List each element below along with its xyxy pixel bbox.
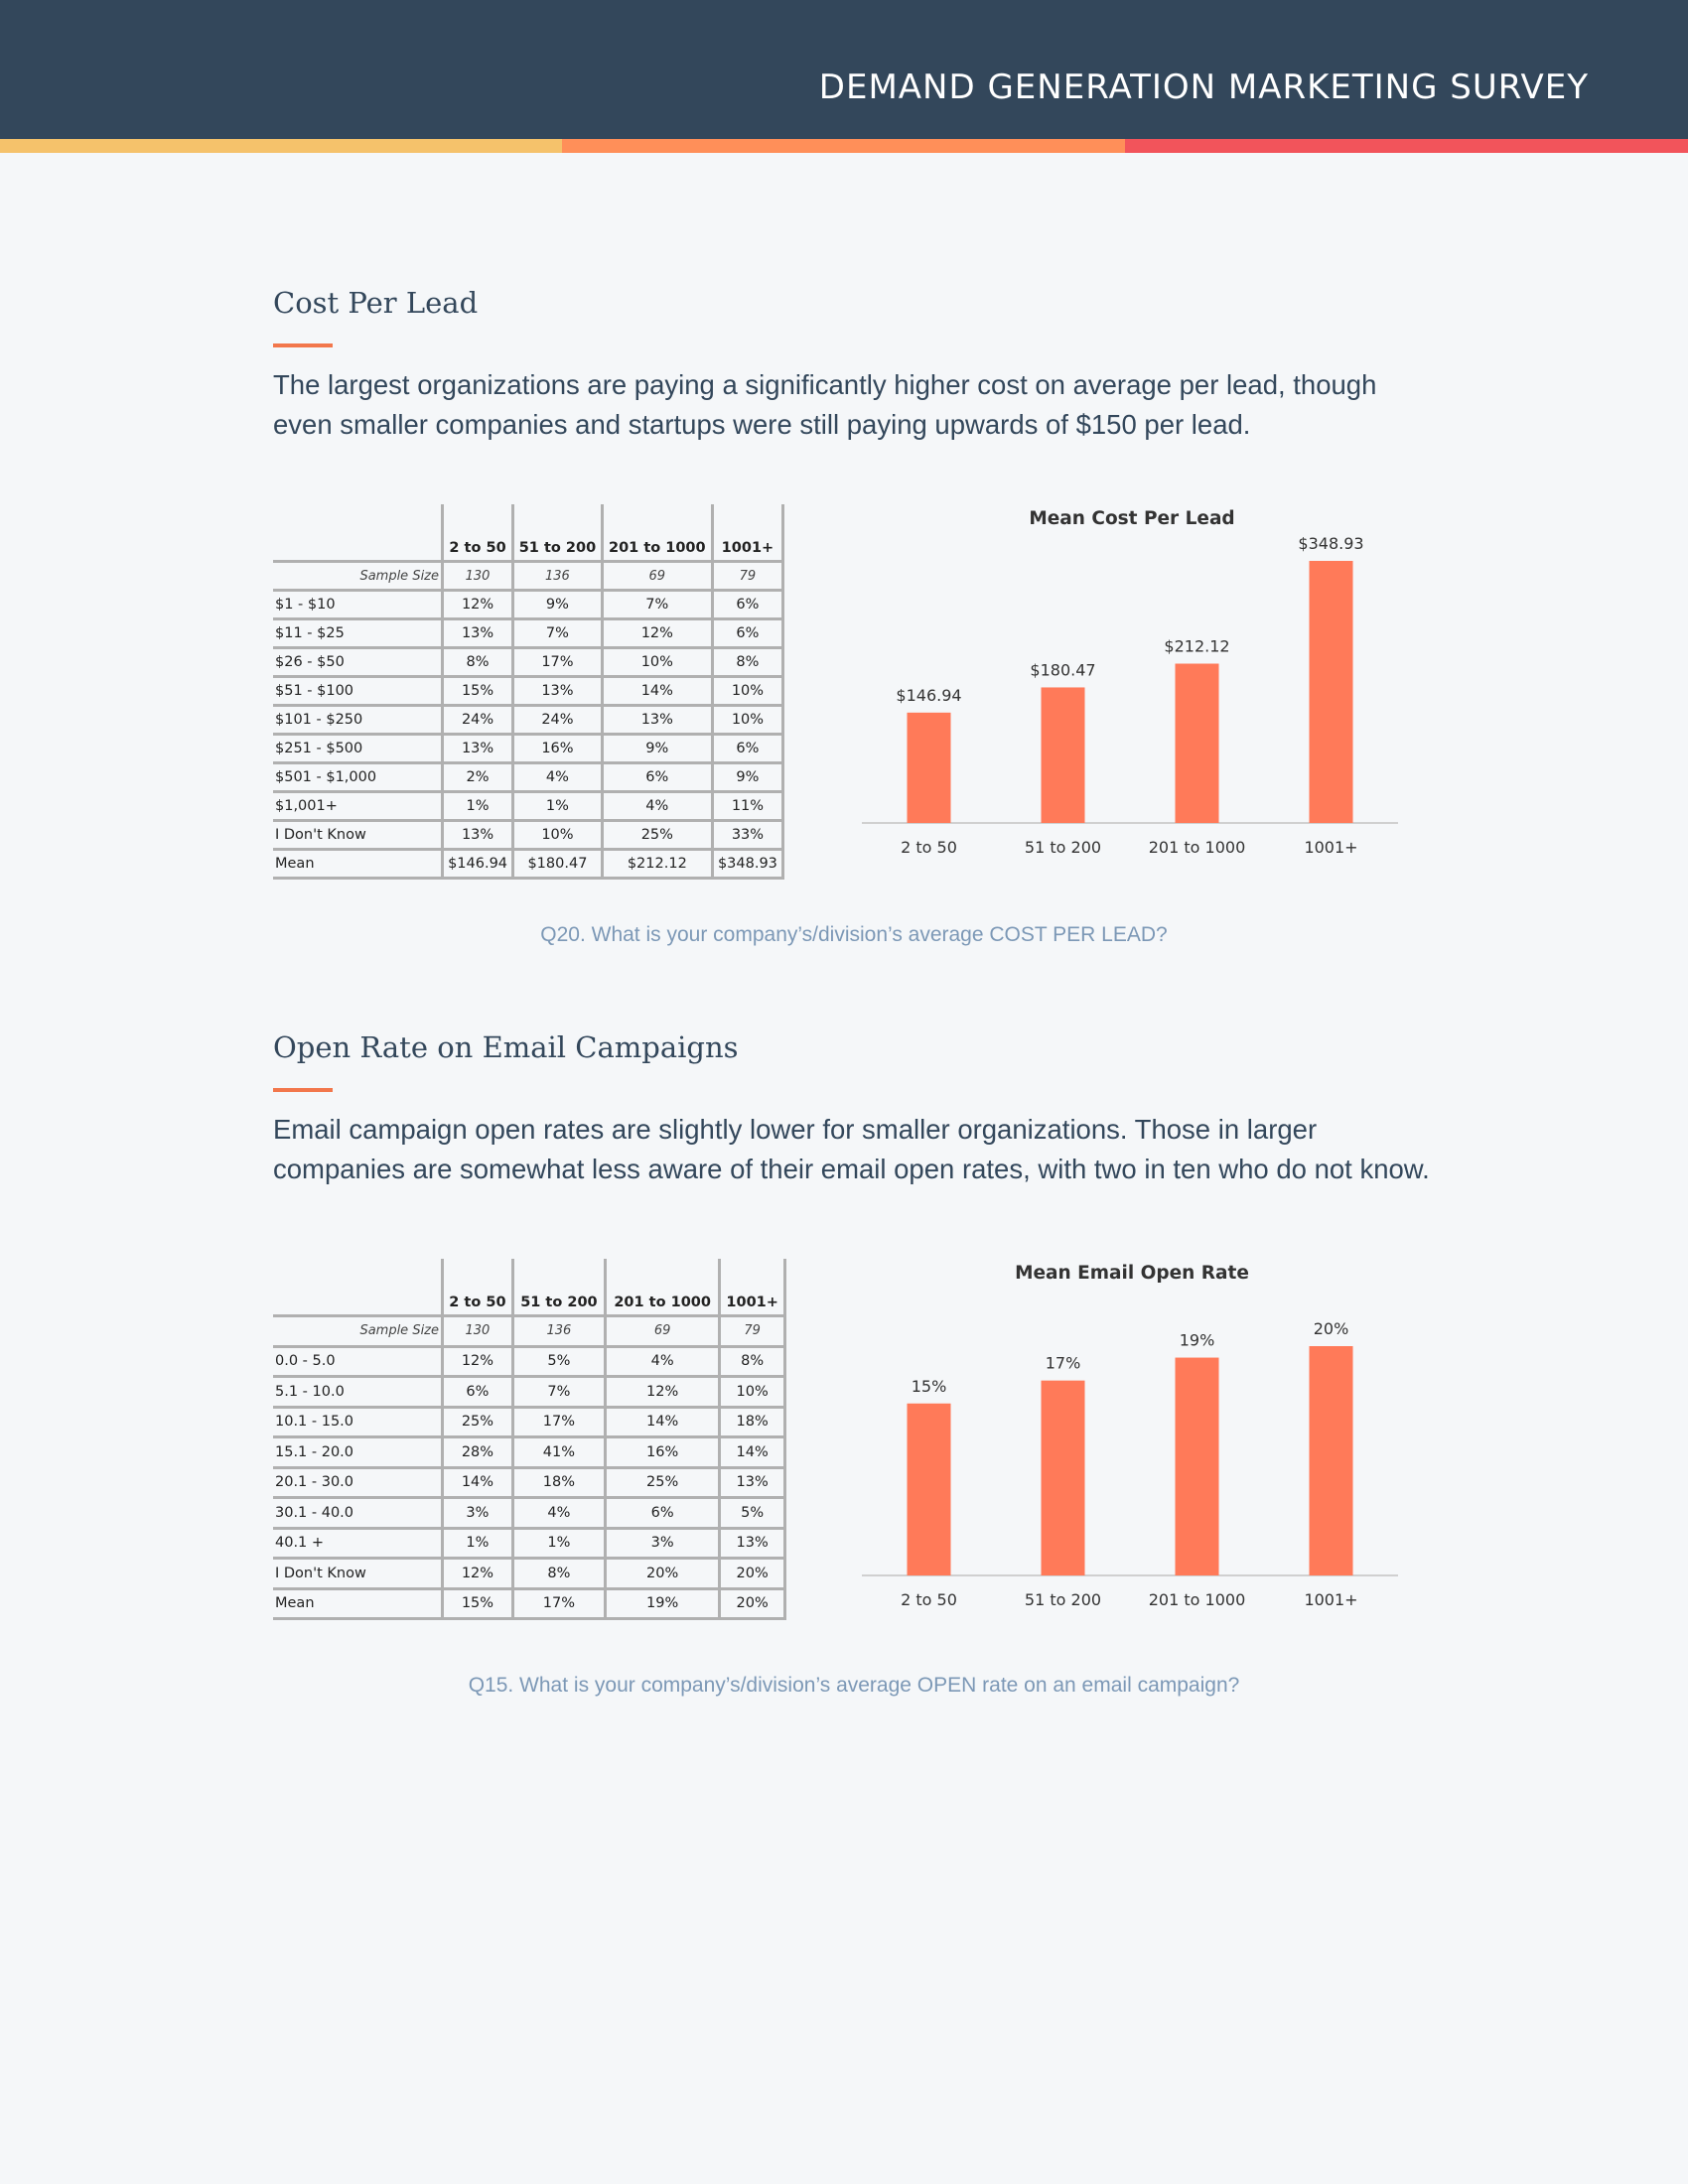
table-row [273, 735, 783, 763]
table-cell: 8% [512, 1559, 605, 1589]
table-cell: 3% [443, 1498, 513, 1529]
email-section-lead: Email campaign open rates are slightly lower for smaller organizations. Those in larger companies are somewhat less aware of their email open rates, with two in ten who do not know. [273, 1114, 1430, 1184]
table-row [273, 1498, 785, 1529]
mean-cost-per-lead-chart [854, 496, 1410, 874]
sample-size-cell: 69 [605, 1316, 719, 1347]
table-cell: 13% [720, 1528, 785, 1559]
chart-bar [1310, 561, 1353, 823]
table-cell: 14% [602, 677, 712, 706]
table-cell: 12% [443, 1559, 513, 1589]
chart-title: Mean Cost Per Lead [1029, 508, 1235, 529]
chart-data-label: 20% [1313, 1319, 1349, 1338]
table-row [273, 763, 783, 792]
sample-size-cell: 130 [443, 1316, 513, 1347]
chart-category-label: 201 to 1000 [1148, 838, 1246, 857]
table-column-header: 1001+ [712, 504, 782, 562]
chart-bar [1042, 1381, 1085, 1575]
cost-section-lead: The largest organizations are paying a significantly higher cost on average per lead, though even smaller companies and startups were still paying upwards of $150 per lead. [273, 369, 1377, 440]
row-label: $101 - $250 [273, 706, 443, 735]
sample-size-cell: 79 [712, 562, 782, 591]
sample-size-row [273, 1316, 785, 1347]
chart-bar [1310, 1346, 1353, 1575]
table-corner-cell [273, 504, 443, 562]
sample-size-cell: 130 [443, 562, 513, 591]
table-cell: 15% [443, 1588, 513, 1619]
table-cell: 13% [443, 735, 513, 763]
row-label: 30.1 - 40.0 [273, 1498, 443, 1529]
table-cell: 19% [605, 1588, 719, 1619]
table-cell: 4% [512, 1498, 605, 1529]
mean-email-open-rate-chart [854, 1253, 1410, 1630]
table-cell: 4% [605, 1346, 719, 1377]
table-cell: 6% [712, 591, 782, 619]
table-cell: 14% [720, 1437, 785, 1468]
cost-section-rule [273, 343, 333, 347]
table-cell: 6% [602, 763, 712, 792]
table-row [273, 792, 783, 821]
row-label: $51 - $100 [273, 677, 443, 706]
table-cell: 33% [712, 821, 782, 850]
header-stripe-orange [562, 139, 1125, 153]
sample-size-label: Sample Size [273, 562, 443, 591]
table-cell: 17% [513, 648, 603, 677]
chart-category-label: 1001+ [1304, 838, 1358, 857]
chart-bar [1176, 1358, 1219, 1575]
table-cell: 18% [720, 1407, 785, 1437]
row-label: I Don't Know [273, 821, 443, 850]
table-cell: $348.93 [712, 850, 782, 879]
table-row [273, 1437, 785, 1468]
row-label: $11 - $25 [273, 619, 443, 648]
table-cell: 10% [720, 1377, 785, 1408]
row-label: 20.1 - 30.0 [273, 1467, 443, 1498]
table-cell: 5% [512, 1346, 605, 1377]
table-cell: 12% [443, 1346, 513, 1377]
row-label: $501 - $1,000 [273, 763, 443, 792]
table-cell: 25% [605, 1467, 719, 1498]
row-label: 5.1 - 10.0 [273, 1377, 443, 1408]
table-cell: 17% [512, 1588, 605, 1619]
table-row [273, 821, 783, 850]
table-cell: 16% [513, 735, 603, 763]
table-row [273, 1528, 785, 1559]
table-cell: 6% [605, 1498, 719, 1529]
row-label: 0.0 - 5.0 [273, 1346, 443, 1377]
table-cell: 1% [443, 1528, 513, 1559]
table-row [273, 1407, 785, 1437]
chart-data-label: $212.12 [1164, 636, 1230, 656]
table-row [273, 1467, 785, 1498]
table-cell: 24% [443, 706, 513, 735]
table-row [273, 1559, 785, 1589]
report-header [0, 0, 1688, 139]
table-cell: 8% [443, 648, 513, 677]
table-cell: 41% [512, 1437, 605, 1468]
table-header-row [273, 504, 783, 562]
table-cell: 24% [513, 706, 603, 735]
table-cell: 12% [602, 619, 712, 648]
chart-bar [1176, 664, 1219, 823]
row-label: $251 - $500 [273, 735, 443, 763]
table-column-header: 201 to 1000 [602, 504, 712, 562]
table-cell: 15% [443, 677, 513, 706]
table-cell: $146.94 [443, 850, 513, 879]
table-row [273, 591, 783, 619]
table-header-row [273, 1259, 785, 1316]
table-cell: 4% [602, 792, 712, 821]
table-cell: 13% [602, 706, 712, 735]
table-cell: 5% [720, 1498, 785, 1529]
table-row [273, 648, 783, 677]
table-cell: 13% [443, 619, 513, 648]
chart-category-label: 2 to 50 [901, 1590, 957, 1609]
row-label: $1 - $10 [273, 591, 443, 619]
chart-category-label: 51 to 200 [1024, 838, 1102, 857]
sample-size-row [273, 562, 783, 591]
table-cell: 14% [443, 1467, 513, 1498]
table-cell: $180.47 [513, 850, 603, 879]
table-cell: $212.12 [602, 850, 712, 879]
row-label: $1,001+ [273, 792, 443, 821]
table-cell: 10% [602, 648, 712, 677]
header-stripe-red [1125, 139, 1688, 153]
table-cell: 13% [720, 1467, 785, 1498]
header-stripe-yellow [0, 139, 562, 153]
chart-data-label: 17% [1045, 1353, 1081, 1373]
cost-per-lead-table [273, 504, 784, 880]
table-cell: 14% [605, 1407, 719, 1437]
chart-data-label: 19% [1179, 1330, 1215, 1350]
email-section-rule [273, 1088, 333, 1092]
table-cell: 7% [513, 619, 603, 648]
chart-category-label: 2 to 50 [901, 838, 957, 857]
table-cell: 18% [512, 1467, 605, 1498]
chart-data-label: $348.93 [1298, 534, 1364, 553]
table-cell: 20% [720, 1559, 785, 1589]
table-cell: 6% [712, 735, 782, 763]
row-label: 15.1 - 20.0 [273, 1437, 443, 1468]
table-cell: 16% [605, 1437, 719, 1468]
table-cell: 10% [712, 706, 782, 735]
table-cell: 1% [443, 792, 513, 821]
table-column-header: 2 to 50 [443, 504, 513, 562]
table-cell: 7% [602, 591, 712, 619]
table-cell: 13% [513, 677, 603, 706]
table-cell: 10% [513, 821, 603, 850]
table-row [273, 850, 783, 879]
sample-size-cell: 136 [512, 1316, 605, 1347]
sample-size-cell: 69 [602, 562, 712, 591]
sample-size-cell: 79 [720, 1316, 785, 1347]
table-row [273, 706, 783, 735]
table-cell: 25% [443, 1407, 513, 1437]
table-cell: 8% [720, 1346, 785, 1377]
table-row [273, 619, 783, 648]
table-cell: 8% [712, 648, 782, 677]
report-title: DEMAND GENERATION MARKETING SURVEY [818, 68, 1589, 107]
chart-bar [908, 713, 951, 823]
table-cell: 7% [512, 1377, 605, 1408]
chart-category-label: 51 to 200 [1024, 1590, 1102, 1609]
email-section-title: Open Rate on Email Campaigns [273, 1030, 739, 1064]
table-cell: 10% [712, 677, 782, 706]
table-row [273, 677, 783, 706]
table-row [273, 1588, 785, 1619]
table-cell: 13% [443, 821, 513, 850]
table-row [273, 1377, 785, 1408]
table-column-header: 201 to 1000 [605, 1259, 719, 1316]
row-label: Mean [273, 1588, 443, 1619]
table-row [273, 1346, 785, 1377]
table-cell: 17% [512, 1407, 605, 1437]
chart-category-label: 1001+ [1304, 1590, 1358, 1609]
table-cell: 9% [712, 763, 782, 792]
cost-question-caption: Q20. What is your company’s/division’s average COST PER LEAD? [540, 923, 1168, 946]
table-corner-cell [273, 1259, 443, 1316]
table-cell: 4% [513, 763, 603, 792]
table-cell: 25% [602, 821, 712, 850]
chart-data-label: $146.94 [896, 685, 962, 705]
table-cell: 28% [443, 1437, 513, 1468]
chart-category-label: 201 to 1000 [1148, 1590, 1246, 1609]
chart-bar [908, 1404, 951, 1575]
row-label: I Don't Know [273, 1559, 443, 1589]
table-cell: 20% [720, 1588, 785, 1619]
sample-size-cell: 136 [513, 562, 603, 591]
table-cell: 6% [443, 1377, 513, 1408]
table-cell: 11% [712, 792, 782, 821]
table-cell: 6% [712, 619, 782, 648]
table-cell: 2% [443, 763, 513, 792]
row-label: 10.1 - 15.0 [273, 1407, 443, 1437]
table-column-header: 2 to 50 [443, 1259, 513, 1316]
row-label: $26 - $50 [273, 648, 443, 677]
table-column-header: 1001+ [720, 1259, 785, 1316]
table-cell: 12% [443, 591, 513, 619]
table-cell: 1% [513, 792, 603, 821]
row-label: Mean [273, 850, 443, 879]
chart-title: Mean Email Open Rate [1015, 1263, 1249, 1284]
sample-size-label: Sample Size [273, 1316, 443, 1347]
email-question-caption: Q15. What is your company’s/division’s average OPEN rate on an email campaign? [468, 1674, 1240, 1697]
table-cell: 1% [512, 1528, 605, 1559]
chart-data-label: 15% [911, 1376, 947, 1396]
table-column-header: 51 to 200 [513, 504, 603, 562]
table-cell: 9% [513, 591, 603, 619]
row-label: 40.1 + [273, 1528, 443, 1559]
chart-data-label: $180.47 [1030, 660, 1096, 680]
table-column-header: 51 to 200 [512, 1259, 605, 1316]
chart-bar [1042, 687, 1085, 823]
table-cell: 12% [605, 1377, 719, 1408]
email-open-rate-table [273, 1259, 786, 1620]
cost-section-title: Cost Per Lead [273, 286, 479, 320]
table-cell: 9% [602, 735, 712, 763]
table-cell: 20% [605, 1559, 719, 1589]
table-cell: 3% [605, 1528, 719, 1559]
